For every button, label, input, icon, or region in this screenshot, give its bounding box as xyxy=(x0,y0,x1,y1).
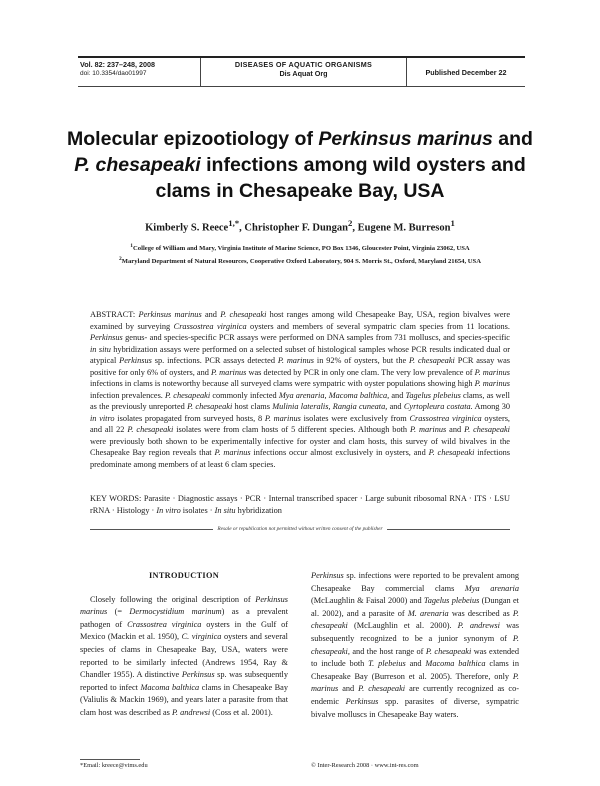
abstract-species: Perkinsus marinus xyxy=(138,310,202,319)
affiliation-number: 1 xyxy=(130,243,134,249)
doi-link[interactable]: doi: 10.3354/dao01997 xyxy=(80,70,147,77)
body-text: (Coss et al. 2001). xyxy=(210,707,273,717)
abstract-text: and xyxy=(387,402,404,411)
author-list xyxy=(60,218,540,234)
abstract-species: P. chesapeaki xyxy=(409,356,455,365)
keywords-label: KEY WORDS: xyxy=(90,494,144,503)
body-text: Closely following the original description of xyxy=(90,594,256,604)
journal-abbreviation: Dis Aquat Org xyxy=(279,69,328,78)
author-affil-marker: 2 xyxy=(348,218,353,228)
notice-text: Resale or republication not permitted without written consent of the publisher xyxy=(217,526,383,532)
intro-paragraph xyxy=(80,594,288,720)
abstract-species: Mya arenaria, Macoma balthica, xyxy=(278,390,390,400)
abstract-text: infection prevalences. xyxy=(90,390,166,400)
abstract-text: were previously both shown to be experimentally infective for oyster and clam hosts, this survey of wild bivalves in the Chesapeake Bay region reveals that xyxy=(90,436,510,457)
title-species: Perkinsus marinus xyxy=(318,128,493,150)
body-species: Perkinsus xyxy=(345,696,379,706)
body-species: Crassostrea virginica xyxy=(127,619,202,629)
body-species: P. marinus xyxy=(311,671,519,694)
abstract-text: hybridization assays were performed on a selected subset of histological samples whose PCR results indicated dual or atypical xyxy=(90,344,510,365)
copyright-notice: © Inter-Research 2008 · www.int-res.com xyxy=(311,762,419,769)
abstract-text: isolates were from clam hosts of 5 different species. Although both xyxy=(173,425,411,434)
body-text: sp. was subsequently reported to infect xyxy=(80,670,288,692)
abstract-text: infections occur almost exclusively in oysters, and xyxy=(250,448,429,457)
keywords-text: isolates · xyxy=(180,505,215,515)
body-species: Dermocystidium marinum xyxy=(129,607,222,617)
keywords-term: In vitro xyxy=(156,505,181,515)
abstract-species: P. chesapeaki xyxy=(220,310,267,319)
title-part: infections among wild oysters and clams in Chesapeake Bay, USA xyxy=(155,154,526,202)
body-text: , and the host range of xyxy=(347,646,426,656)
keywords-term: In situ xyxy=(214,505,236,515)
publication-date: Published December 22 xyxy=(425,67,507,77)
abstract-text: sp. infections. PCR assays detected xyxy=(151,356,278,365)
abstract-species: P. marinus xyxy=(474,379,510,388)
author-name: , Christopher F. Dungan xyxy=(239,222,348,234)
body-species: Macoma balthica xyxy=(140,682,200,692)
body-text: and xyxy=(338,684,359,694)
divider xyxy=(387,529,510,530)
abstract-text: clams, as well as the previously unreported xyxy=(90,390,510,411)
corresponding-email[interactable]: *Email: kreece@vims.edu xyxy=(80,762,148,769)
abstract-species: P. marinus xyxy=(214,448,251,457)
body-text: oysters in the Gulf of Mexico (Mackin et al. 1950), xyxy=(80,619,288,642)
abstract-species: P. marinus xyxy=(410,425,447,434)
body-column-right xyxy=(311,570,519,721)
body-text: oysters and several species of clams in Chesapeake Bay, USA, waters were reported to be similarly infected (Andrews 1954, Ray & Chandler 1955). A distinctive xyxy=(80,632,288,680)
abstract-text: and xyxy=(201,310,221,319)
abstract-text: PCR assay was positive for only 6% of oysters, and xyxy=(90,356,510,377)
body-text: ) as a prevalent pathogen of xyxy=(80,607,289,629)
author-affil-marker: 1 xyxy=(450,218,455,228)
affiliation-number: 2 xyxy=(119,256,122,263)
abstract-species: P. chesapeaki xyxy=(187,402,233,411)
abstract-term: in vitro xyxy=(90,413,115,423)
abstract-term: in situ xyxy=(90,344,111,354)
abstract-species: P. marinus xyxy=(277,356,315,365)
title-part: and xyxy=(492,128,533,150)
abstract-text: infections predominate among members of at least 6 clam species. xyxy=(90,448,510,469)
publication-date-block xyxy=(407,58,525,86)
abstract-species: P. chesapeaki xyxy=(127,425,174,434)
body-text: spp. parasites of diverse, sympatric bivalve molluscs in Chesapeake Bay waters. xyxy=(311,696,519,719)
body-species: Perkinsus xyxy=(181,670,215,680)
republication-notice xyxy=(90,526,510,532)
keywords-text: Parasite · Diagnostic assays · PCR · Internal transcribed spacer · Large subunit ribosomal RNA · ITS · LSU rRNA · Histology · xyxy=(90,494,510,515)
affiliation-text: Maryland Department of Natural Resources, Cooperative Oxford Laboratory, 904 S. Morris St., Oxford, Maryland 21654, USA xyxy=(121,258,481,266)
body-text: sp. infections were reported to be prevalent among Chesapeake Bay commercial clams xyxy=(311,571,519,593)
body-text: (McLaughlin & Faisal 2000) and xyxy=(311,596,424,606)
footnote-rule xyxy=(80,759,140,760)
body-species: P. andrewsi xyxy=(171,707,211,717)
abstract-species: Cyrtopleura costata. xyxy=(403,402,473,411)
abstract-text: genus- and species-specific PCR assays were performed on DNA samples from 731 molluscs, and species-specific xyxy=(122,333,510,342)
abstract-species: P. chesapeaki xyxy=(165,390,211,400)
abstract-species: Mulinia lateralis, Rangia cuneata, xyxy=(272,402,388,411)
body-species: P. chesapeaki xyxy=(311,633,519,656)
abstract-text: and xyxy=(389,390,406,400)
abstract-text: oysters and members of several sympatric clam species from 11 locations. xyxy=(246,321,510,331)
abstract-species: Tagelus plebeius xyxy=(405,390,461,400)
journal-name: DISEASES OF AQUATIC ORGANISMS xyxy=(234,60,373,69)
affiliation-text: College of William and Mary, Virginia Institute of Marine Science, PO Box 1346, Gloucester Point, Virginia 23062, USA xyxy=(133,245,470,253)
abstract-species: Perkinsus xyxy=(90,333,123,342)
section-heading: INTRODUCTION xyxy=(149,571,219,580)
body-text: clams in Chesapeake Bay (Burreson et al. 2005). Therefore, only xyxy=(311,659,519,681)
affiliations xyxy=(60,241,540,267)
affiliation-1 xyxy=(60,241,540,254)
title-species: P. chesapeaki xyxy=(74,154,201,176)
abstract-text: Among 30 xyxy=(472,402,510,411)
body-text: are currently recognized as co-endemic xyxy=(311,684,519,706)
body-species: T. plebeius xyxy=(368,659,406,669)
abstract-text: isolates were exclusively from xyxy=(300,413,410,423)
body-species: Tagelus plebeius xyxy=(423,596,480,606)
abstract-species: P. chesapeaki xyxy=(428,448,475,457)
body-text: (= xyxy=(107,607,130,617)
journal-header xyxy=(78,56,525,87)
body-text: was extended to include both xyxy=(311,646,519,669)
body-species: P. chesapeaki xyxy=(425,646,472,656)
abstract-text: was detected by PCR in only one clam. The very low prevalence of xyxy=(246,367,475,377)
paper-title xyxy=(60,126,540,204)
body-text: (Dungan et al. 2002), and a parasite of xyxy=(311,596,519,618)
body-species: M. arenaria xyxy=(407,608,449,618)
abstract-text: host clams xyxy=(232,402,273,411)
abstract-label: ABSTRACT: xyxy=(90,310,139,319)
abstract-species: P. chesapeaki xyxy=(464,425,510,434)
divider xyxy=(90,529,213,530)
volume-info: Vol. 82: 237–248, 2008 xyxy=(80,60,155,69)
abstract-text: and xyxy=(446,425,465,434)
abstract-text: commonly infected xyxy=(210,390,279,400)
body-species: Macoma balthica xyxy=(425,659,486,669)
abstract-species: Perkinsus xyxy=(119,356,152,365)
body-text: and xyxy=(405,659,426,669)
abstract-species: P. marinus xyxy=(474,367,510,377)
journal-name-block xyxy=(201,58,407,86)
abstract-species: P. marinus xyxy=(211,367,247,377)
body-text: was subsequently recognized to be a junior synonym of xyxy=(311,621,519,643)
abstract-text: in 92% of oysters, but the xyxy=(314,356,410,365)
keywords-text: hybridization xyxy=(235,505,282,515)
abstract xyxy=(90,309,510,470)
body-species: P. chesapeaki xyxy=(358,684,406,694)
body-column-left xyxy=(80,570,288,720)
body-species: P. andrewsi xyxy=(457,621,500,631)
author-name: , Eugene M. Burreson xyxy=(352,222,451,234)
body-text: clams in Chesapeake Bay (Valiulis & Mackin 1969), and years later a parasite from that clam host was described as xyxy=(80,682,288,717)
body-species: Perkinsus xyxy=(311,571,344,580)
affiliation-2 xyxy=(60,254,540,267)
body-text: (McLaughlin et al. 2000). xyxy=(347,621,458,631)
abstract-species: Crassostrea virginica xyxy=(173,321,247,331)
abstract-species: P. marinus xyxy=(264,413,301,423)
title-part: Molecular epizootiology of xyxy=(67,128,319,150)
abstract-species: Crassostrea virginica xyxy=(409,413,482,423)
abstract-text: infections in clams is noteworthy because all surveyed clams were sympatric with oyster populations showing high xyxy=(90,379,475,388)
body-species: P. chesapeaki xyxy=(311,608,519,631)
author-affil-marker: 1,* xyxy=(228,218,240,228)
body-species: Mya arenaria xyxy=(464,583,519,593)
author-name: Kimberly S. Reece xyxy=(145,222,229,234)
abstract-text: isolates propagated from surveyed hosts, 8 xyxy=(114,413,265,423)
body-species: C. virginica xyxy=(181,632,222,642)
volume-block xyxy=(78,58,201,86)
keywords xyxy=(90,493,510,516)
body-text: was described as xyxy=(448,608,513,618)
body-species: Perkinsus marinus xyxy=(80,594,288,617)
abstract-text: oysters, and all 22 xyxy=(90,413,511,434)
abstract-text: host ranges among wild Chesapeake Bay, USA, region bivalves were examined by surveying xyxy=(90,310,510,331)
